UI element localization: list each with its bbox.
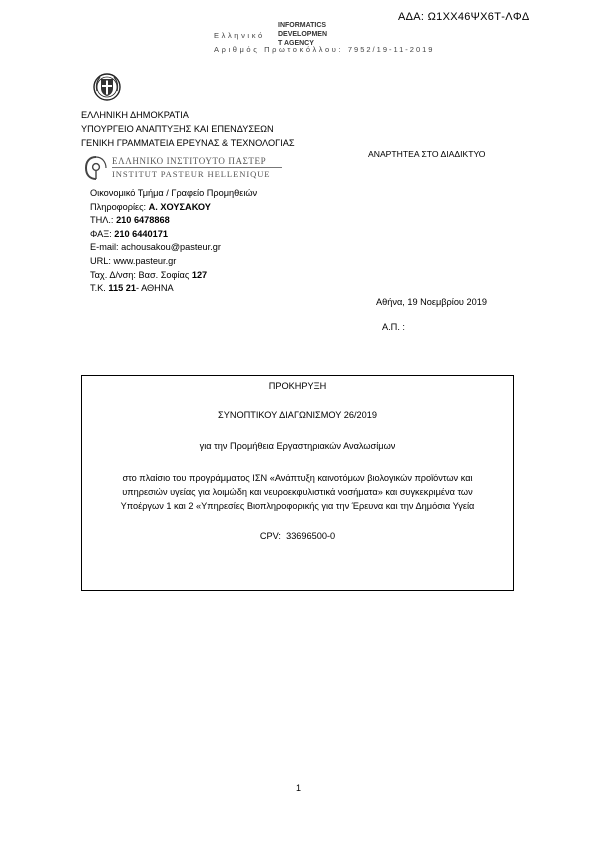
pasteur-logo-icon — [84, 155, 108, 181]
cpv-label: CPV: — [259, 531, 281, 541]
pasteur-logo-rule — [112, 167, 282, 168]
contact-block — [90, 187, 257, 296]
info-line — [90, 201, 257, 215]
tel-value: 210 6478868 — [116, 215, 170, 226]
url-line — [90, 255, 257, 269]
address-street: Βασ. Σοφίας — [138, 269, 190, 280]
postal-code: 115 21 — [108, 283, 136, 294]
department: Οικονομικό Τμήμα / Γραφείο Προμηθειών — [90, 188, 258, 198]
tel-label: ΤΗΛ.: — [90, 215, 114, 226]
url-label: URL: — [90, 255, 111, 266]
page-number: 1 — [296, 783, 302, 793]
pasteur-logo-french: INSTITUT PASTEUR HELLENIQUE — [112, 169, 271, 179]
info-label: Πληροφορίες: — [90, 201, 147, 212]
postal-city: - ΑΘΗΝΑ — [136, 283, 174, 294]
hellenic-republic-seal-icon — [93, 73, 121, 101]
postal-label: Τ.Κ. — [90, 283, 106, 294]
address-line — [90, 269, 257, 283]
ida-stamp — [278, 21, 327, 48]
ida-stamp-line1: INFORMATICS — [278, 22, 327, 29]
ministry-line-3: ΓΕΝΙΚΗ ΓΡΑΜΜΑΤΕΙΑ ΕΡΕΥΝΑΣ & ΤΕΧΝΟΛΟΓΙΑΣ — [81, 138, 295, 148]
ida-stamp-line3: T AGENCY — [278, 40, 314, 47]
cpv-value: 33696500-0 — [286, 531, 336, 541]
protocol-number-label: Αριθμός Πρωτοκόλλου: — [214, 45, 344, 54]
notice-cpv — [82, 531, 513, 541]
postal-line — [90, 282, 257, 296]
fax-label: ΦΑΞ: — [90, 228, 112, 239]
ministry-line-2: ΥΠΟΥΡΓΕΙΟ ΑΝΑΠΤΥΞΗΣ ΚΑΙ ΕΠΕΝΔΥΣΕΩΝ — [81, 124, 274, 134]
protocol-ap-label: Α.Π. : — [382, 322, 405, 332]
document-date: Αθήνα, 19 Νοεμβρίου 2019 — [376, 297, 487, 307]
ada-code: ΑΔΑ: Ω1ΧΧ46ΨΧ6Τ-ΛΦΔ — [398, 11, 530, 23]
fax-line — [90, 228, 257, 242]
pasteur-logo-greek: ΕΛΛΗΝΙΚΟ ΙΝΣΤΙΤΟΥΤΟ ΠΑΣΤΕΡ — [112, 156, 267, 166]
notice-box — [81, 375, 514, 591]
protocol-stamp-line2 — [214, 45, 434, 54]
notice-body-line-3: Υποέργων 1 και 2 «Υπηρεσίες Βιοπληροφορικής για την Έρευνα και την Δημόσια Υγεία — [120, 501, 475, 511]
address-number: 127 — [191, 269, 208, 280]
email-label: E-mail: — [90, 242, 119, 253]
url-link[interactable]: www.pasteur.gr — [113, 255, 177, 266]
notice-title: ΠΡΟΚΗΡΥΞΗ — [268, 381, 327, 391]
notice-purpose: για την Προμήθεια Εργαστηριακών Αναλωσίμων — [199, 441, 396, 451]
fax-value: 210 6440171 — [114, 228, 168, 239]
email-link[interactable]: achousakou@pasteur.gr — [121, 242, 221, 253]
publish-online-note: ΑΝΑΡΤΗΤΕΑ ΣΤΟ ΔΙΑΔΙΚΤΥΟ — [368, 149, 486, 159]
protocol-number: 7952/19-11-2019 — [347, 45, 435, 54]
ministry-heading — [81, 108, 295, 150]
notice-subtitle: ΣΥΝΟΠΤΙΚΟΥ ΔΙΑΓΩΝΙΣΜΟΥ 26/2019 — [218, 410, 377, 420]
stamp-country: Ελληνικό — [214, 31, 265, 40]
notice-body-line-1: στο πλαίσιο του προγράμματος ΙΣΝ «Ανάπτυξη καινοτόμων βιολογικών προϊόντων και — [122, 473, 473, 483]
address-label: Ταχ. Δ/νση: — [90, 269, 136, 280]
info-value: Α. ΧΟΥΣΑΚΟΥ — [148, 201, 211, 212]
tel-line — [90, 214, 257, 228]
ministry-line-1: ΕΛΛΗΝΙΚΗ ΔΗΜΟΚΡΑΤΙΑ — [81, 110, 189, 120]
email-line — [90, 241, 257, 255]
ida-stamp-line2: DEVELOPMEN — [278, 31, 328, 38]
protocol-stamp-line1 — [214, 31, 265, 40]
notice-body-line-2: υπηρεσιών υγείας για λοιμώδη και νευροεκφυλιστικά νοσήματα» και συγκεκριμένα των — [122, 487, 473, 497]
